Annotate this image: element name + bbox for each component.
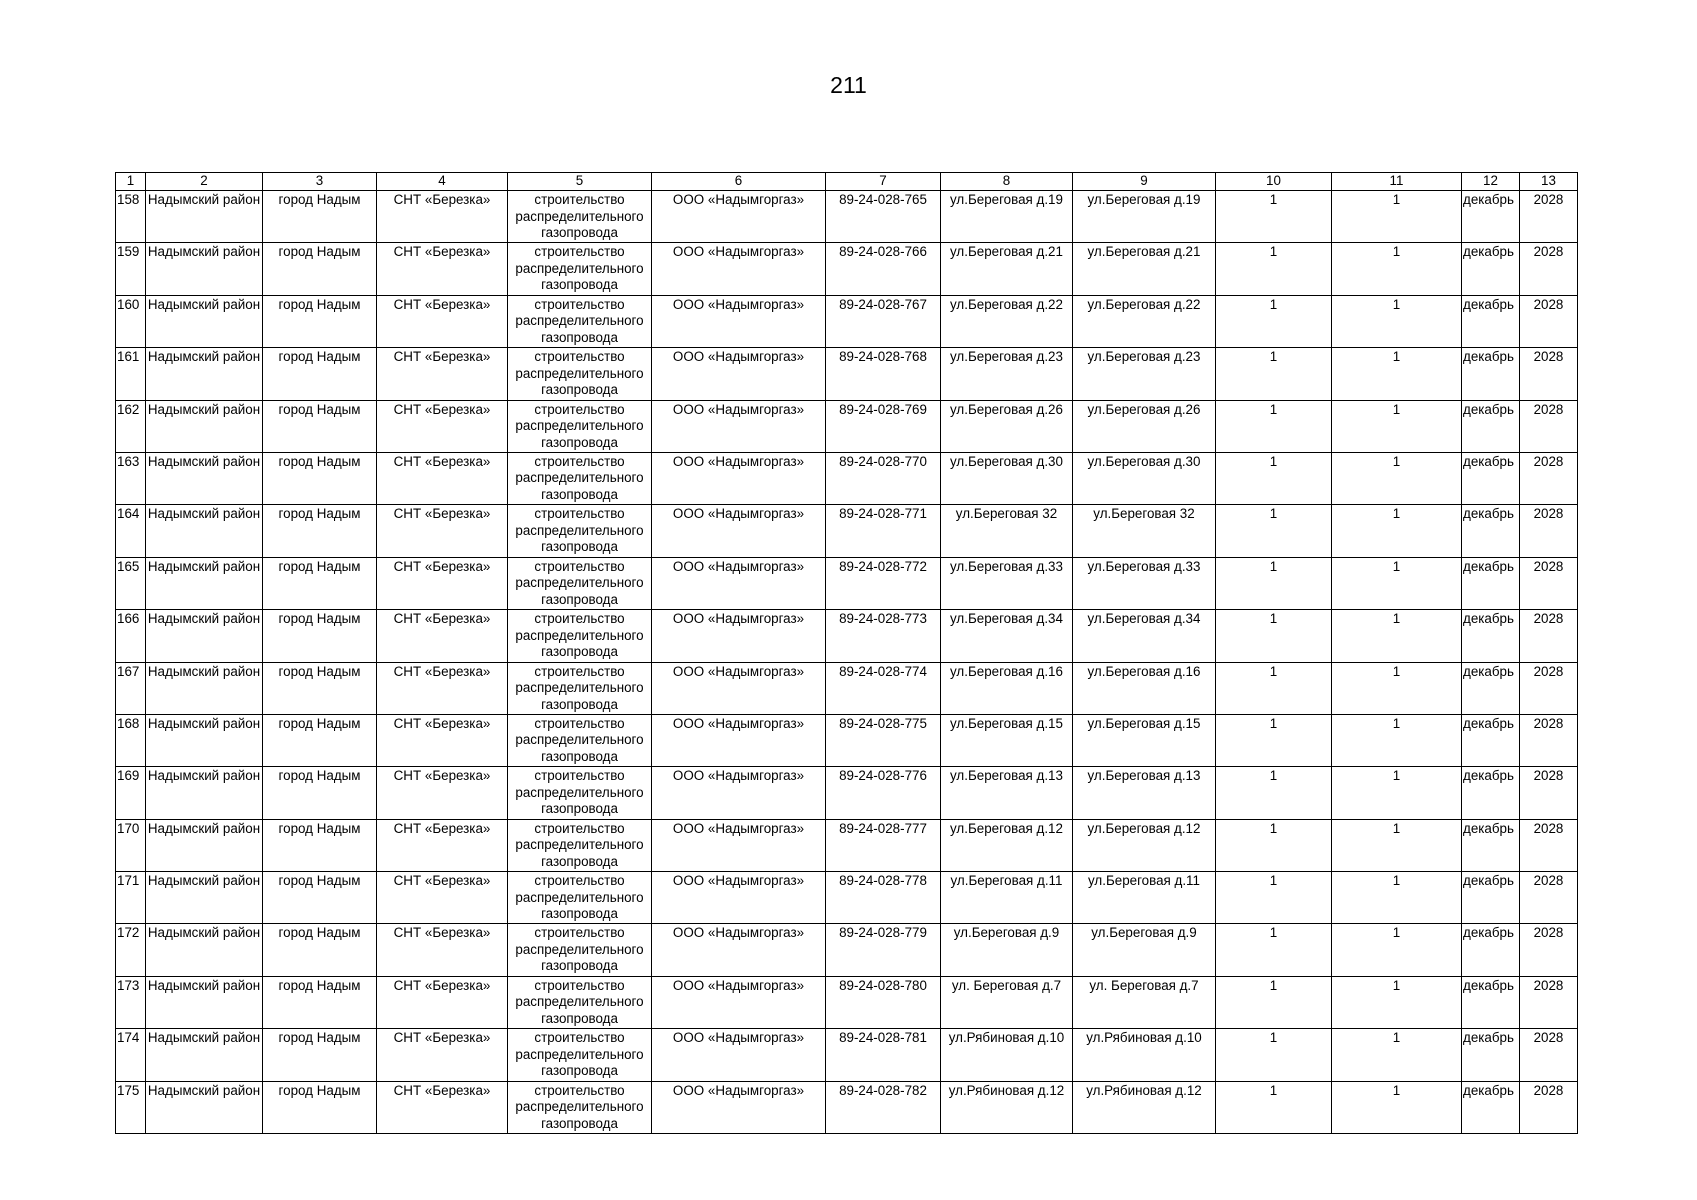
table-row: [116, 714, 1578, 766]
column-header-12: 12: [1462, 173, 1520, 191]
address-to-cell: ул.Береговая д.23: [1073, 348, 1216, 400]
work-type-cell: строительство распределительного газопровода: [508, 452, 652, 504]
count-a-cell: 1: [1216, 348, 1332, 400]
count-a-cell: 1: [1216, 714, 1332, 766]
year-cell: 2028: [1520, 557, 1578, 609]
count-a-cell: 1: [1216, 505, 1332, 557]
address-from-cell: ул.Береговая д.23: [941, 348, 1073, 400]
work-type-cell: строительство распределительного газопровода: [508, 819, 652, 871]
address-to-cell: ул. Береговая д.7: [1073, 976, 1216, 1028]
object-name-cell: СНТ «Березка»: [377, 295, 508, 347]
district-cell: Надымский район: [146, 505, 263, 557]
column-header-5: 5: [508, 173, 652, 191]
address-from-cell: ул.Береговая д.16: [941, 662, 1073, 714]
address-from-cell: ул.Береговая д.11: [941, 872, 1073, 924]
count-a-cell: 1: [1216, 610, 1332, 662]
count-b-cell: 1: [1332, 243, 1462, 295]
count-b-cell: 1: [1332, 714, 1462, 766]
object-name-cell: СНТ «Березка»: [377, 452, 508, 504]
row-number-cell: 169: [116, 767, 146, 819]
district-cell: Надымский район: [146, 452, 263, 504]
count-a-cell: 1: [1216, 1029, 1332, 1081]
address-from-cell: ул.Береговая д.26: [941, 400, 1073, 452]
row-number-cell: 173: [116, 976, 146, 1028]
count-a-cell: 1: [1216, 872, 1332, 924]
address-to-cell: ул.Рябиновая д.12: [1073, 1081, 1216, 1133]
work-type-cell: строительство распределительного газопровода: [508, 767, 652, 819]
district-cell: Надымский район: [146, 924, 263, 976]
object-code-cell: 89-24-028-778: [826, 872, 941, 924]
settlement-cell: город Надым: [263, 452, 377, 504]
address-from-cell: ул.Рябиновая д.10: [941, 1029, 1073, 1081]
object-code-cell: 89-24-028-768: [826, 348, 941, 400]
work-type-cell: строительство распределительного газопровода: [508, 924, 652, 976]
object-code-cell: 89-24-028-779: [826, 924, 941, 976]
month-cell: декабрь: [1462, 1029, 1520, 1081]
address-from-cell: ул.Береговая д.30: [941, 452, 1073, 504]
organization-cell: ООО «Надымгоргаз»: [652, 505, 826, 557]
district-cell: Надымский район: [146, 662, 263, 714]
address-to-cell: ул.Береговая д.33: [1073, 557, 1216, 609]
address-to-cell: ул.Береговая д.19: [1073, 191, 1216, 243]
object-code-cell: 89-24-028-771: [826, 505, 941, 557]
object-name-cell: СНТ «Березка»: [377, 924, 508, 976]
count-b-cell: 1: [1332, 505, 1462, 557]
table-row: [116, 924, 1578, 976]
address-to-cell: ул.Береговая д.13: [1073, 767, 1216, 819]
organization-cell: ООО «Надымгоргаз»: [652, 924, 826, 976]
settlement-cell: город Надым: [263, 662, 377, 714]
count-b-cell: 1: [1332, 191, 1462, 243]
settlement-cell: город Надым: [263, 295, 377, 347]
settlement-cell: город Надым: [263, 767, 377, 819]
year-cell: 2028: [1520, 191, 1578, 243]
year-cell: 2028: [1520, 400, 1578, 452]
column-header-11: 11: [1332, 173, 1462, 191]
count-b-cell: 1: [1332, 767, 1462, 819]
count-a-cell: 1: [1216, 452, 1332, 504]
address-to-cell: ул.Береговая д.12: [1073, 819, 1216, 871]
object-name-cell: СНТ «Березка»: [377, 1029, 508, 1081]
address-from-cell: ул.Береговая д.21: [941, 243, 1073, 295]
month-cell: декабрь: [1462, 924, 1520, 976]
work-type-cell: строительство распределительного газопровода: [508, 976, 652, 1028]
column-header-4: 4: [377, 173, 508, 191]
address-from-cell: ул.Береговая д.15: [941, 714, 1073, 766]
work-type-cell: строительство распределительного газопровода: [508, 872, 652, 924]
object-code-cell: 89-24-028-769: [826, 400, 941, 452]
row-number-cell: 167: [116, 662, 146, 714]
column-header-6: 6: [652, 173, 826, 191]
row-number-cell: 171: [116, 872, 146, 924]
address-from-cell: ул.Береговая 32: [941, 505, 1073, 557]
year-cell: 2028: [1520, 348, 1578, 400]
work-type-cell: строительство распределительного газопровода: [508, 400, 652, 452]
settlement-cell: город Надым: [263, 243, 377, 295]
settlement-cell: город Надым: [263, 505, 377, 557]
row-number-cell: 159: [116, 243, 146, 295]
month-cell: декабрь: [1462, 400, 1520, 452]
address-to-cell: ул.Береговая д.30: [1073, 452, 1216, 504]
row-number-cell: 172: [116, 924, 146, 976]
count-b-cell: 1: [1332, 400, 1462, 452]
work-type-cell: строительство распределительного газопровода: [508, 191, 652, 243]
count-b-cell: 1: [1332, 1029, 1462, 1081]
object-name-cell: СНТ «Березка»: [377, 610, 508, 662]
object-code-cell: 89-24-028-782: [826, 1081, 941, 1133]
count-b-cell: 1: [1332, 557, 1462, 609]
row-number-cell: 166: [116, 610, 146, 662]
row-number-cell: 158: [116, 191, 146, 243]
table-row: [116, 1029, 1578, 1081]
count-a-cell: 1: [1216, 400, 1332, 452]
month-cell: декабрь: [1462, 662, 1520, 714]
object-name-cell: СНТ «Березка»: [377, 976, 508, 1028]
work-type-cell: строительство распределительного газопровода: [508, 610, 652, 662]
year-cell: 2028: [1520, 714, 1578, 766]
month-cell: декабрь: [1462, 452, 1520, 504]
address-to-cell: ул.Береговая 32: [1073, 505, 1216, 557]
table-row: [116, 976, 1578, 1028]
object-code-cell: 89-24-028-766: [826, 243, 941, 295]
object-name-cell: СНТ «Березка»: [377, 243, 508, 295]
month-cell: декабрь: [1462, 976, 1520, 1028]
count-a-cell: 1: [1216, 976, 1332, 1028]
district-cell: Надымский район: [146, 400, 263, 452]
settlement-cell: город Надым: [263, 1029, 377, 1081]
table-row: [116, 557, 1578, 609]
month-cell: декабрь: [1462, 872, 1520, 924]
organization-cell: ООО «Надымгоргаз»: [652, 872, 826, 924]
row-number-cell: 168: [116, 714, 146, 766]
district-cell: Надымский район: [146, 295, 263, 347]
table-row: [116, 872, 1578, 924]
district-cell: Надымский район: [146, 872, 263, 924]
object-name-cell: СНТ «Березка»: [377, 767, 508, 819]
work-type-cell: строительство распределительного газопровода: [508, 557, 652, 609]
settlement-cell: город Надым: [263, 976, 377, 1028]
settlement-cell: город Надым: [263, 924, 377, 976]
settlement-cell: город Надым: [263, 610, 377, 662]
address-from-cell: ул.Береговая д.13: [941, 767, 1073, 819]
count-b-cell: 1: [1332, 295, 1462, 347]
object-name-cell: СНТ «Березка»: [377, 714, 508, 766]
district-cell: Надымский район: [146, 767, 263, 819]
count-b-cell: 1: [1332, 348, 1462, 400]
count-a-cell: 1: [1216, 191, 1332, 243]
row-number-cell: 162: [116, 400, 146, 452]
year-cell: 2028: [1520, 295, 1578, 347]
organization-cell: ООО «Надымгоргаз»: [652, 767, 826, 819]
row-number-cell: 163: [116, 452, 146, 504]
count-b-cell: 1: [1332, 819, 1462, 871]
column-header-10: 10: [1216, 173, 1332, 191]
address-from-cell: ул.Береговая д.34: [941, 610, 1073, 662]
work-type-cell: строительство распределительного газопровода: [508, 714, 652, 766]
row-number-cell: 175: [116, 1081, 146, 1133]
object-code-cell: 89-24-028-773: [826, 610, 941, 662]
page-number: 211: [830, 72, 867, 98]
address-from-cell: ул.Береговая д.9: [941, 924, 1073, 976]
count-b-cell: 1: [1332, 924, 1462, 976]
address-from-cell: ул.Береговая д.19: [941, 191, 1073, 243]
object-code-cell: 89-24-028-776: [826, 767, 941, 819]
object-name-cell: СНТ «Березка»: [377, 819, 508, 871]
address-to-cell: ул.Береговая д.9: [1073, 924, 1216, 976]
address-to-cell: ул.Береговая д.15: [1073, 714, 1216, 766]
column-header-9: 9: [1073, 173, 1216, 191]
object-code-cell: 89-24-028-777: [826, 819, 941, 871]
count-a-cell: 1: [1216, 1081, 1332, 1133]
table-row: [116, 452, 1578, 504]
count-a-cell: 1: [1216, 243, 1332, 295]
object-name-cell: СНТ «Березка»: [377, 872, 508, 924]
year-cell: 2028: [1520, 243, 1578, 295]
month-cell: декабрь: [1462, 348, 1520, 400]
organization-cell: ООО «Надымгоргаз»: [652, 610, 826, 662]
organization-cell: ООО «Надымгоргаз»: [652, 1081, 826, 1133]
row-number-cell: 160: [116, 295, 146, 347]
district-cell: Надымский район: [146, 348, 263, 400]
column-header-3: 3: [263, 173, 377, 191]
year-cell: 2028: [1520, 924, 1578, 976]
address-from-cell: ул.Рябиновая д.12: [941, 1081, 1073, 1133]
organization-cell: ООО «Надымгоргаз»: [652, 819, 826, 871]
count-b-cell: 1: [1332, 610, 1462, 662]
object-name-cell: СНТ «Березка»: [377, 400, 508, 452]
address-to-cell: ул.Береговая д.34: [1073, 610, 1216, 662]
year-cell: 2028: [1520, 1081, 1578, 1133]
district-cell: Надымский район: [146, 557, 263, 609]
organization-cell: ООО «Надымгоргаз»: [652, 1029, 826, 1081]
month-cell: декабрь: [1462, 610, 1520, 662]
column-header-1: 1: [116, 173, 146, 191]
table-row: [116, 610, 1578, 662]
object-name-cell: СНТ «Березка»: [377, 662, 508, 714]
count-b-cell: 1: [1332, 1081, 1462, 1133]
column-header-8: 8: [941, 173, 1073, 191]
year-cell: 2028: [1520, 662, 1578, 714]
row-number-cell: 165: [116, 557, 146, 609]
count-a-cell: 1: [1216, 662, 1332, 714]
organization-cell: ООО «Надымгоргаз»: [652, 348, 826, 400]
table-row: [116, 505, 1578, 557]
table-row: [116, 243, 1578, 295]
count-b-cell: 1: [1332, 976, 1462, 1028]
address-to-cell: ул.Береговая д.11: [1073, 872, 1216, 924]
month-cell: декабрь: [1462, 714, 1520, 766]
work-type-cell: строительство распределительного газопровода: [508, 1081, 652, 1133]
year-cell: 2028: [1520, 610, 1578, 662]
column-header-2: 2: [146, 173, 263, 191]
settlement-cell: город Надым: [263, 1081, 377, 1133]
year-cell: 2028: [1520, 872, 1578, 924]
month-cell: декабрь: [1462, 191, 1520, 243]
column-header-7: 7: [826, 173, 941, 191]
year-cell: 2028: [1520, 505, 1578, 557]
object-code-cell: 89-24-028-770: [826, 452, 941, 504]
month-cell: декабрь: [1462, 1081, 1520, 1133]
organization-cell: ООО «Надымгоргаз»: [652, 714, 826, 766]
organization-cell: ООО «Надымгоргаз»: [652, 295, 826, 347]
header-row: [116, 173, 1578, 191]
object-name-cell: СНТ «Березка»: [377, 191, 508, 243]
month-cell: декабрь: [1462, 557, 1520, 609]
year-cell: 2028: [1520, 1029, 1578, 1081]
row-number-cell: 174: [116, 1029, 146, 1081]
district-cell: Надымский район: [146, 819, 263, 871]
address-to-cell: ул.Береговая д.21: [1073, 243, 1216, 295]
count-a-cell: 1: [1216, 819, 1332, 871]
settlement-cell: город Надым: [263, 557, 377, 609]
address-from-cell: ул. Береговая д.7: [941, 976, 1073, 1028]
organization-cell: ООО «Надымгоргаз»: [652, 243, 826, 295]
work-type-cell: строительство распределительного газопровода: [508, 295, 652, 347]
count-a-cell: 1: [1216, 557, 1332, 609]
row-number-cell: 170: [116, 819, 146, 871]
count-b-cell: 1: [1332, 872, 1462, 924]
column-header-13: 13: [1520, 173, 1578, 191]
table-row: [116, 819, 1578, 871]
settlement-cell: город Надым: [263, 400, 377, 452]
address-to-cell: ул.Береговая д.22: [1073, 295, 1216, 347]
year-cell: 2028: [1520, 452, 1578, 504]
work-type-cell: строительство распределительного газопровода: [508, 243, 652, 295]
district-cell: Надымский район: [146, 714, 263, 766]
work-type-cell: строительство распределительного газопровода: [508, 662, 652, 714]
organization-cell: ООО «Надымгоргаз»: [652, 400, 826, 452]
year-cell: 2028: [1520, 976, 1578, 1028]
object-code-cell: 89-24-028-780: [826, 976, 941, 1028]
address-from-cell: ул.Береговая д.33: [941, 557, 1073, 609]
settlement-cell: город Надым: [263, 714, 377, 766]
address-to-cell: ул.Рябиновая д.10: [1073, 1029, 1216, 1081]
count-a-cell: 1: [1216, 767, 1332, 819]
count-b-cell: 1: [1332, 662, 1462, 714]
organization-cell: ООО «Надымгоргаз»: [652, 557, 826, 609]
organization-cell: ООО «Надымгоргаз»: [652, 452, 826, 504]
year-cell: 2028: [1520, 819, 1578, 871]
register-table: [115, 172, 1578, 1134]
organization-cell: ООО «Надымгоргаз»: [652, 662, 826, 714]
month-cell: декабрь: [1462, 295, 1520, 347]
district-cell: Надымский район: [146, 976, 263, 1028]
object-code-cell: 89-24-028-765: [826, 191, 941, 243]
table-header: [116, 173, 1578, 191]
table-row: [116, 662, 1578, 714]
object-name-cell: СНТ «Березка»: [377, 1081, 508, 1133]
table-body: [116, 191, 1578, 1134]
month-cell: декабрь: [1462, 243, 1520, 295]
district-cell: Надымский район: [146, 1029, 263, 1081]
table-row: [116, 295, 1578, 347]
object-code-cell: 89-24-028-772: [826, 557, 941, 609]
district-cell: Надымский район: [146, 1081, 263, 1133]
object-code-cell: 89-24-028-774: [826, 662, 941, 714]
month-cell: декабрь: [1462, 767, 1520, 819]
settlement-cell: город Надым: [263, 872, 377, 924]
object-name-cell: СНТ «Березка»: [377, 348, 508, 400]
table-row: [116, 348, 1578, 400]
object-code-cell: 89-24-028-781: [826, 1029, 941, 1081]
table-row: [116, 767, 1578, 819]
district-cell: Надымский район: [146, 243, 263, 295]
count-a-cell: 1: [1216, 924, 1332, 976]
table-row: [116, 191, 1578, 243]
work-type-cell: строительство распределительного газопровода: [508, 505, 652, 557]
settlement-cell: город Надым: [263, 348, 377, 400]
address-to-cell: ул.Береговая д.26: [1073, 400, 1216, 452]
settlement-cell: город Надым: [263, 819, 377, 871]
address-to-cell: ул.Береговая д.16: [1073, 662, 1216, 714]
count-b-cell: 1: [1332, 452, 1462, 504]
work-type-cell: строительство распределительного газопровода: [508, 348, 652, 400]
address-from-cell: ул.Береговая д.12: [941, 819, 1073, 871]
year-cell: 2028: [1520, 767, 1578, 819]
settlement-cell: город Надым: [263, 191, 377, 243]
address-from-cell: ул.Береговая д.22: [941, 295, 1073, 347]
object-name-cell: СНТ «Березка»: [377, 505, 508, 557]
table-row: [116, 400, 1578, 452]
district-cell: Надымский район: [146, 610, 263, 662]
object-code-cell: 89-24-028-767: [826, 295, 941, 347]
object-name-cell: СНТ «Березка»: [377, 557, 508, 609]
count-a-cell: 1: [1216, 295, 1332, 347]
district-cell: Надымский район: [146, 191, 263, 243]
row-number-cell: 164: [116, 505, 146, 557]
month-cell: декабрь: [1462, 819, 1520, 871]
organization-cell: ООО «Надымгоргаз»: [652, 976, 826, 1028]
object-code-cell: 89-24-028-775: [826, 714, 941, 766]
row-number-cell: 161: [116, 348, 146, 400]
table-row: [116, 1081, 1578, 1133]
month-cell: декабрь: [1462, 505, 1520, 557]
work-type-cell: строительство распределительного газопровода: [508, 1029, 652, 1081]
organization-cell: ООО «Надымгоргаз»: [652, 191, 826, 243]
